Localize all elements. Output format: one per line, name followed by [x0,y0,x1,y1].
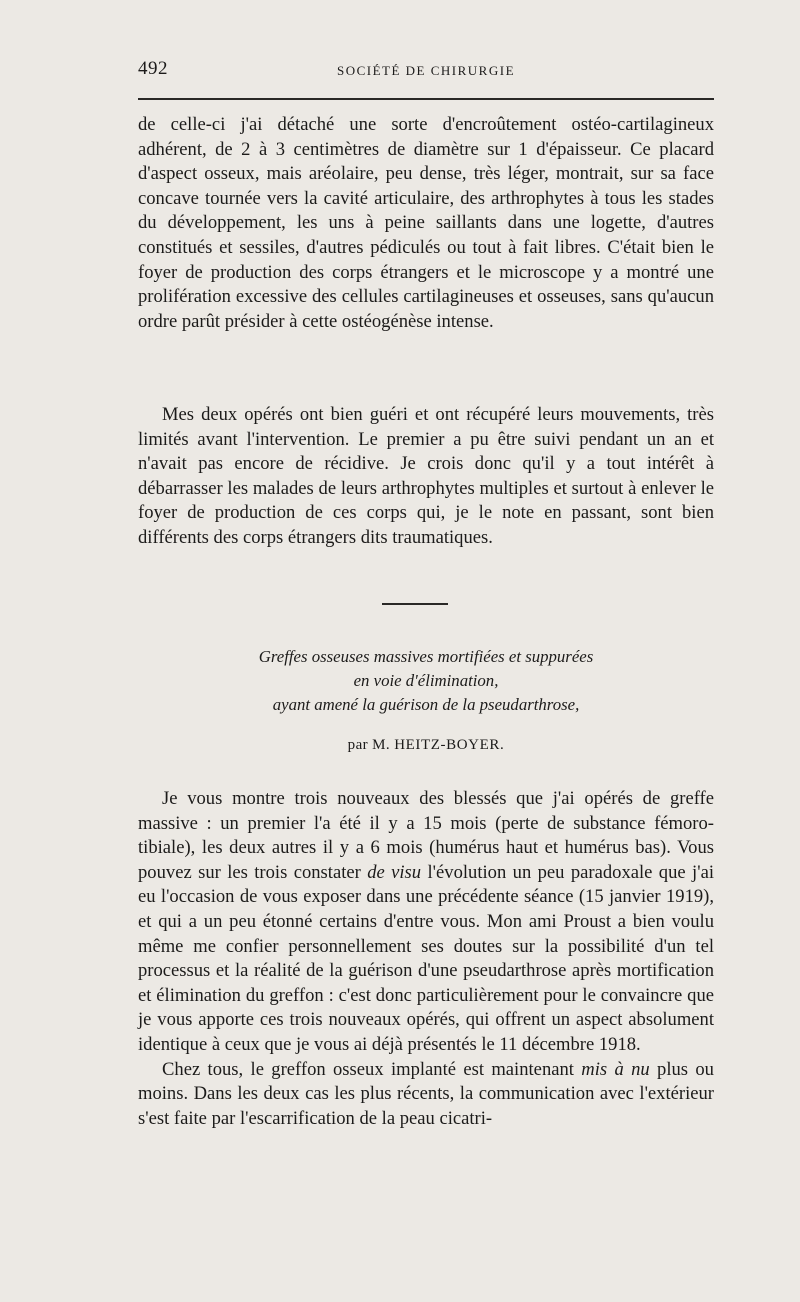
section-divider [382,603,448,605]
journal-title: SOCIÉTÉ DE CHIRURGIE [336,63,516,78]
heading-line-2: en voie d'élimination, [353,671,499,690]
paragraph-intro [138,787,714,1058]
paragraph-chez-tous-part-1: Chez tous, le greffon osseux implanté est maintenant [162,1058,574,1080]
text-block-new-article [138,787,714,1131]
paragraph-intro-part-1: Je vous montre trois nouveaux des blessés que j'ai opérés de greffe massive : un premier l'a été il y a 15 mois (perte de substance fémoro-tibiale), les deux autres il y a 6 mois (humérus haut et humérus bas). Vous pouvez sur les trois constater [138,788,714,883]
heading-line-1: Greffes osseuses massives mortifiées et suppurées [258,647,594,666]
latin-phrase-de-visu: de visu [367,861,422,883]
page-number: 492 [138,58,168,79]
article-heading [138,645,714,717]
header-rule [138,98,714,100]
heading-line-3: ayant amené la guérison de la pseudarthrose, [272,695,580,714]
byline-author: HEITZ-BOYER. [394,737,505,753]
byline-prefix: par M. [347,737,391,753]
text-block-previous-article [138,113,714,334]
paragraph-continued: de celle-ci j'ai détaché une sorte d'encroûtement ostéo-cartilagineux adhérent, de 2 à 3 centimètres de diamètre sur 1 d'épaisseur. Ce placard d'aspect osseux, mais aréolaire, peu dense, très léger, montrait, sur sa face concave tournée vers la cavité articulaire, des arthrophytes à tous les stades du développement, les uns à peine saillants dans une logette, d'autres constitués et sessiles, d'autres pédiculés ou tout à fait libres. C'était bien le foyer de production des corps étrangers et le microscope y a montré une prolifération excessive des cellules cartilagineuses et osseuses, sans qu'aucun ordre parût présider à cette ostéogénèse intense. [138,114,714,332]
byline [138,737,714,754]
paragraph-chez-tous-part-2: plus ou moins. Dans les deux cas les plus récents, la communication avec l'extérieur s'est faite par l'escarrification de la peau cicatri- [138,1058,714,1129]
paragraph-intro-part-2: l'évolution un peu paradoxale que j'ai eu l'occasion de vous exposer dans une précédente séance (15 janvier 1919), et qui a un peu étonné certains d'entre vous. Mon ami Proust a bien voulu même me confier personnellement ses doutes sur la possibilité d'un tel processus et la réalité de la guérison d'une pseudarthrose après mortification et élimination du greffon : c'est donc particulièrement pour le convaincre que je vous apporte ces trois nouveaux opérés, qui offrent un aspect absolument identique à ceux que je vous ai déjà présentés le 11 décembre 1918. [138,861,714,1055]
running-head [138,58,714,88]
phrase-mis-a-nu: mis à nu [581,1058,650,1080]
paragraph-chez-tous [138,1058,714,1132]
paragraph-conclusion: Mes deux opérés ont bien guéri et ont récupéré leurs mouvements, très limités avant l'intervention. Le premier a pu être suivi pendant un an et n'avait pas encore de récidive. Je crois donc qu'il y a tout intérêt à débarrasser les malades de leurs arthrophytes multiples et surtout à enlever le foyer de production de ces corps qui, je le note en passant, sont bien différents des corps étrangers dits traumatiques. [138,404,714,548]
text-block-conclusion [138,403,714,551]
